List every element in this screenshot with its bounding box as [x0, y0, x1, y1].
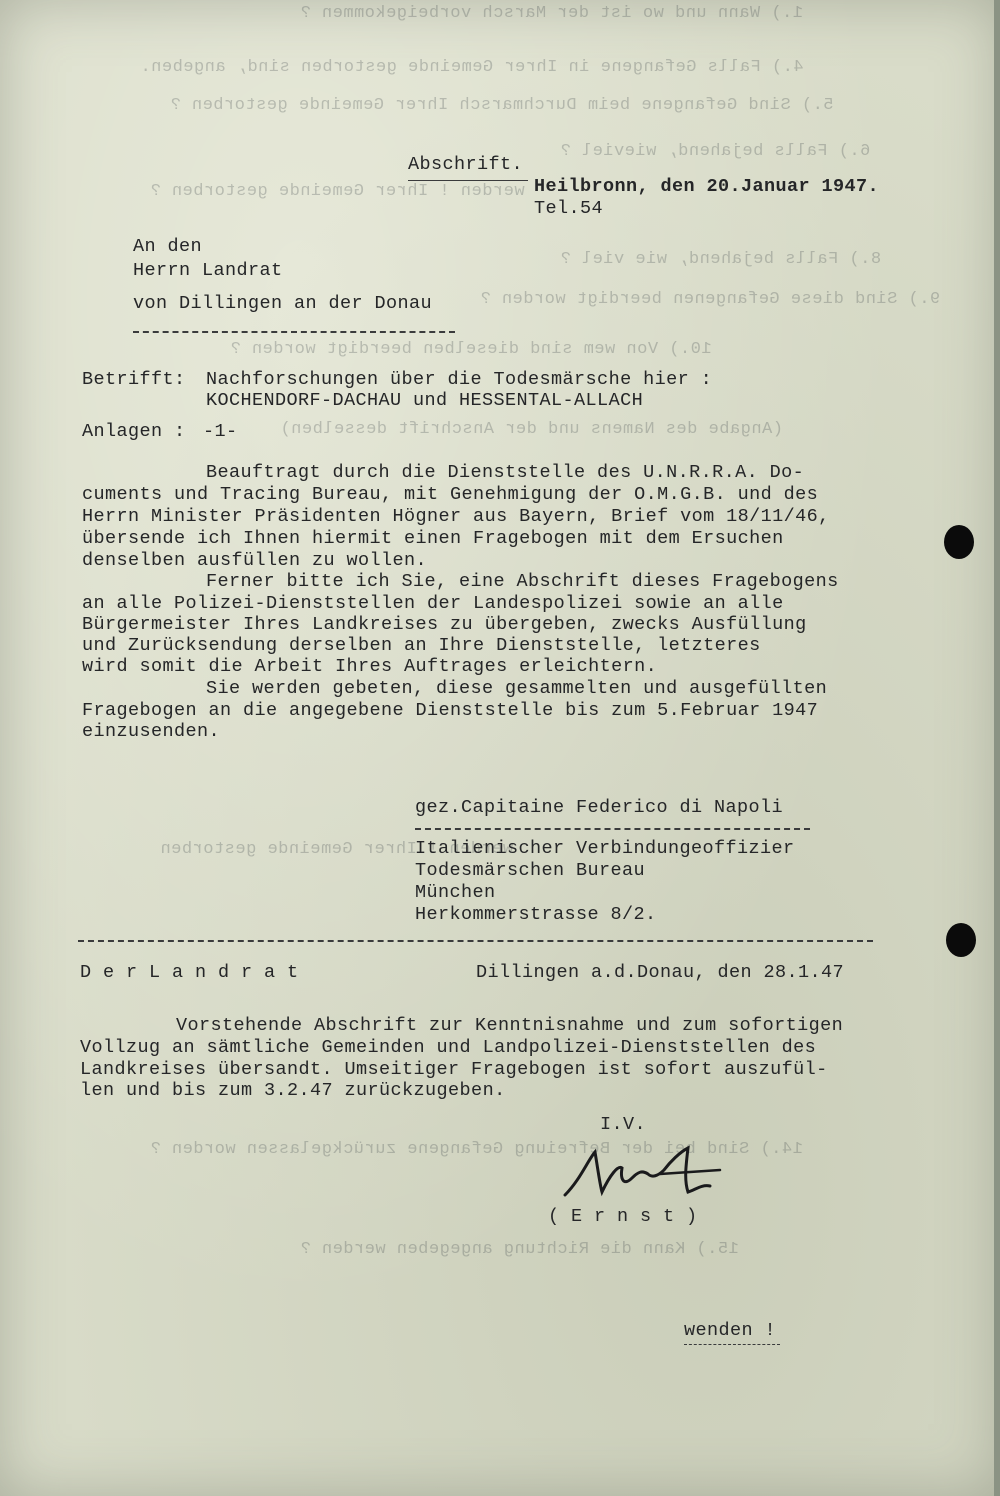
subject-label: Betrifft:: [82, 369, 186, 390]
bleed-through-text: 14.) Sind bei der Befreiung Gefangene zurückgelassen worden ?: [150, 1140, 803, 1159]
bleed-through-text: (Angabe des Namens und der Anschrift desselben): [280, 420, 783, 439]
body-line: wird somit die Arbeit Ihres Auftrages erleichtern.: [82, 656, 658, 677]
bleed-through-text: 15.) Kann die Richtung angegeben werden ?: [300, 1240, 739, 1259]
section-divider: [78, 940, 873, 942]
body-line: denselben ausfüllen zu wollen.: [82, 550, 428, 571]
recipient-line-1: An den: [133, 236, 203, 257]
body-line: einzusenden.: [82, 721, 221, 742]
landrat-iv: I.V.: [600, 1114, 647, 1135]
signer-name: ( E r n s t ): [548, 1206, 698, 1227]
signature-name: gez.Capitaine Federico di Napoli: [415, 797, 784, 818]
landrat-line: Landkreises übersandt. Umseitiger Fragebogen ist sofort auszufül-: [80, 1059, 828, 1080]
turn-note-underline: [684, 1344, 780, 1345]
bleed-through-text: 10.) Von wem sind dieselben beerdigt worden ?: [230, 340, 712, 359]
page-edge: [994, 0, 1000, 1496]
signature-city: München: [415, 882, 496, 903]
place-date: Heilbronn, den 20.Januar 1947.: [534, 176, 880, 197]
landrat-line: Vollzug an sämtliche Gemeinden und Landpolizei-Dienststellen des: [80, 1037, 817, 1058]
bleed-through-text: 1.) Wann und wo ist der Marsch vorbeigekommen ?: [300, 4, 803, 23]
signature-divider: [415, 828, 810, 830]
signature-title: Italienischer Verbindungeoffizier: [415, 838, 795, 859]
attachments-label: Anlagen :: [82, 421, 186, 442]
landrat-place-date: Dillingen a.d.Donau, den 28.1.47: [476, 962, 845, 983]
phone-number: Tel.54: [534, 198, 604, 219]
bleed-through-text: 9.) Sind diese Gefangenen beerdigt worden ?: [480, 290, 941, 309]
body-line: cuments und Tracing Bureau, mit Genehmigung der O.M.G.B. und des: [82, 484, 819, 505]
attachments-value: -1-: [203, 421, 238, 442]
body-line: an alle Polizei-Dienststellen der Landespolizei sowie an alle: [82, 593, 784, 614]
bleed-through-text: 5.) Sind Gefangene beim Durchmarsch Ihrer Gemeinde gestorben ?: [170, 96, 834, 115]
recipient-line-3: von Dillingen an der Donau: [133, 293, 433, 314]
bleed-through-text: werden ! Ihrer Gemeinde gestorben ?: [150, 182, 525, 201]
landrat-line: Vorstehende Abschrift zur Kenntnisnahme und zum sofortigen: [176, 1015, 844, 1036]
body-line: Bürgermeister Ihres Landkreises zu übergeben, zwecks Ausfüllung: [82, 614, 807, 635]
landrat-heading: D e r L a n d r a t: [80, 962, 299, 983]
body-line: Beauftragt durch die Dienststelle des U.N.R.R.A. Do-: [206, 462, 805, 483]
recipient-line-2: Herrn Landrat: [133, 260, 283, 281]
bleed-through-text: 4.) Falls Gefangene in Ihrer Gemeinde gestorben sind, angeben.: [140, 58, 804, 77]
landrat-line: len und bis zum 3.2.47 zurückzugeben.: [80, 1080, 506, 1101]
body-line: Ferner bitte ich Sie, eine Abschrift dieses Fragebogens: [206, 571, 839, 592]
punch-hole: [944, 525, 974, 559]
subject-line-1: Nachforschungen über die Todesmärsche hier :: [206, 369, 713, 390]
subject-line-2: KOCHENDORF-DACHAU und HESSENTAL-ALLACH: [206, 390, 644, 411]
punch-hole: [946, 923, 976, 957]
body-line: Fragebogen an die angegebene Dienststelle bis zum 5.Februar 1947: [82, 700, 819, 721]
body-line: übersende ich Ihnen hiermit einen Fragebogen mit dem Ersuchen: [82, 528, 784, 549]
handwritten-signature: [560, 1140, 730, 1210]
body-line: Sie werden gebeten, diese gesammelten und ausgefüllten: [206, 678, 828, 699]
body-line: Herrn Minister Präsidenten Högner aus Bayern, Brief vom 18/11/46,: [82, 506, 830, 527]
turn-page-note: wenden !: [684, 1320, 777, 1341]
title-underline: [408, 180, 528, 181]
document-title: Abschrift.: [408, 154, 524, 175]
signature-office: Todesmärschen Bureau: [415, 860, 646, 881]
signature-street: Herkommerstrasse 8/2.: [415, 904, 657, 925]
bleed-through-text: werden ! Ihrer Gemeinde gestorben: [160, 840, 514, 859]
bleed-through-text: 6.) Falls bejahend, wieviel ?: [560, 142, 871, 161]
bleed-through-text: 8.) Falls bejahend, wie viel ?: [560, 250, 882, 269]
recipient-divider: [133, 331, 455, 333]
body-line: und Zurücksendung derselben an Ihre Dienststelle, letzteres: [82, 635, 761, 656]
